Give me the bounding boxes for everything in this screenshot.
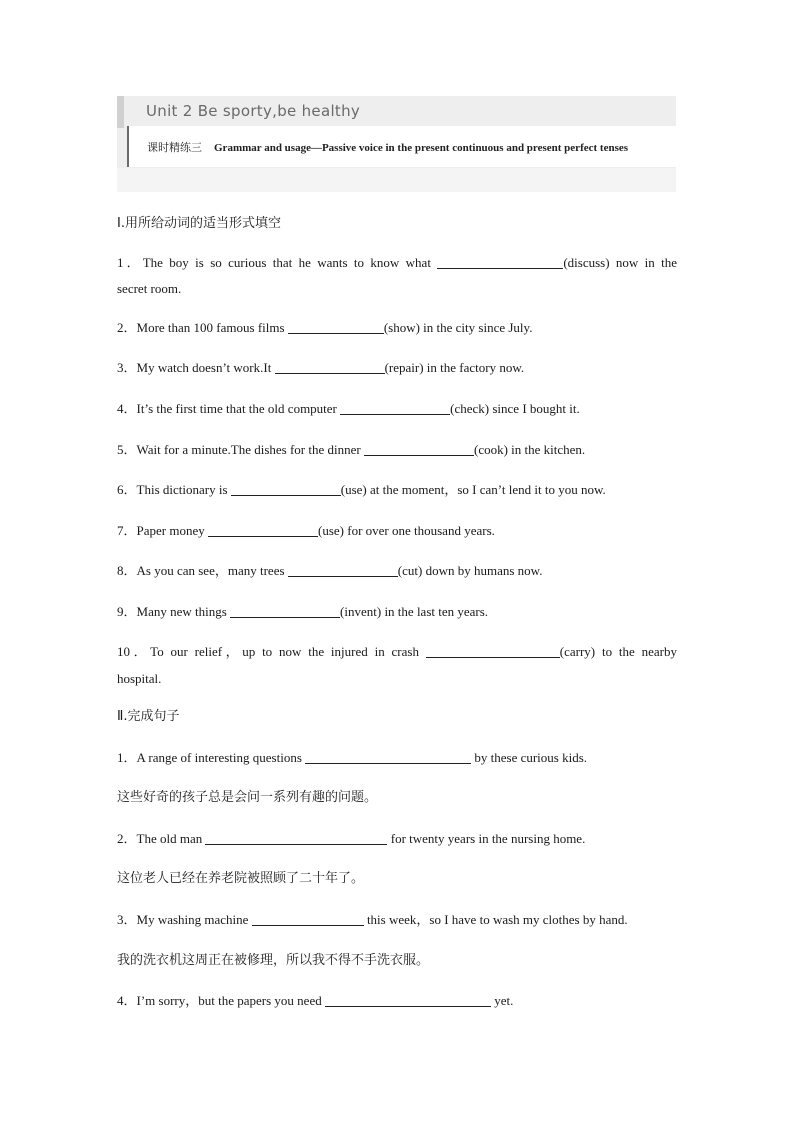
question-number: 3． bbox=[117, 912, 137, 927]
unit-title: Unit 2 Be sporty,be healthy bbox=[146, 102, 361, 120]
question-text: This dictionary is bbox=[136, 482, 228, 497]
answer-blank[interactable] bbox=[364, 441, 474, 456]
s1-q1-continued: secret room. bbox=[117, 281, 182, 296]
banner-accent-bar bbox=[117, 96, 124, 128]
verb-hint: (use) at the moment，so I can’t lend it to you now. bbox=[340, 482, 606, 497]
lesson-topic: Grammar and usage—Passive voice in the present continuous and present perfect tenses bbox=[214, 142, 629, 154]
question-number: 3． bbox=[117, 360, 137, 375]
verb-hint: (carry) to the nearby bbox=[559, 644, 677, 659]
question-text-after: by these curious kids. bbox=[474, 750, 588, 765]
answer-blank[interactable] bbox=[275, 359, 385, 374]
question-number: 2． bbox=[117, 831, 137, 846]
s1-q10 bbox=[117, 639, 677, 665]
question-text: Wait for a minute.The dishes for the dinner bbox=[136, 442, 361, 457]
s1-q6 bbox=[117, 477, 677, 503]
question-text-after: yet. bbox=[494, 993, 514, 1008]
question-text: Paper money bbox=[136, 523, 205, 538]
question-number: 7． bbox=[117, 523, 137, 538]
question-text: The boy is so curious that he wants to know what bbox=[142, 255, 431, 270]
question-number: 4． bbox=[117, 401, 137, 416]
s2-q1-translation: 这些好奇的孩子总是会问一系列有趣的问题。 bbox=[117, 790, 378, 805]
question-text-after: this week，so I have to wash my clothes by hand. bbox=[366, 912, 628, 927]
answer-blank[interactable] bbox=[426, 643, 560, 658]
question-text: Many new things bbox=[136, 604, 227, 619]
s2-q3-translation: 我的洗衣机这周正在被修理，所以我不得不手洗衣服。 bbox=[117, 953, 430, 968]
answer-blank[interactable] bbox=[437, 254, 563, 269]
answer-blank[interactable] bbox=[230, 603, 340, 618]
question-text: As you can see，many trees bbox=[136, 563, 285, 578]
answer-blank[interactable] bbox=[205, 830, 387, 845]
verb-hint: (discuss) now in the bbox=[563, 255, 677, 270]
answer-blank[interactable] bbox=[252, 911, 364, 926]
question-number: 1． bbox=[117, 750, 137, 765]
s1-q3 bbox=[117, 355, 677, 381]
question-number: 10． bbox=[117, 644, 151, 659]
question-number: 2． bbox=[117, 320, 137, 335]
banner-footer bbox=[117, 168, 676, 192]
verb-hint: (check) since I bought it. bbox=[450, 401, 580, 416]
s1-q1 bbox=[117, 250, 677, 276]
question-text: The old man bbox=[136, 831, 203, 846]
s1-q2 bbox=[117, 315, 677, 341]
question-text: My washing machine bbox=[136, 912, 249, 927]
question-number: 9． bbox=[117, 604, 137, 619]
answer-blank[interactable] bbox=[305, 749, 471, 764]
question-text: It’s the first time that the old computer bbox=[136, 401, 337, 416]
answer-blank[interactable] bbox=[340, 400, 450, 415]
s2-q2 bbox=[117, 826, 677, 852]
verb-hint: (use) for over one thousand years. bbox=[318, 523, 495, 538]
question-text: To our relief，up to now the injured in crash bbox=[150, 644, 419, 659]
s1-q9 bbox=[117, 599, 677, 625]
answer-blank[interactable] bbox=[325, 992, 491, 1007]
unit-banner bbox=[117, 96, 676, 192]
verb-hint: (cook) in the kitchen. bbox=[473, 442, 586, 457]
verb-hint: (repair) in the factory now. bbox=[384, 360, 525, 375]
question-number: 1． bbox=[117, 255, 143, 270]
s2-q4 bbox=[117, 988, 677, 1014]
answer-blank[interactable] bbox=[231, 481, 341, 496]
question-text-after: for twenty years in the nursing home. bbox=[390, 831, 586, 846]
question-number: 6． bbox=[117, 482, 137, 497]
verb-hint: (invent) in the last ten years. bbox=[340, 604, 489, 619]
question-text: A range of interesting questions bbox=[136, 750, 302, 765]
s1-q8 bbox=[117, 558, 677, 584]
section2-heading: Ⅱ.完成句子 bbox=[117, 709, 180, 724]
section1-heading: Ⅰ.用所给动词的适当形式填空 bbox=[117, 216, 281, 231]
s2-q1 bbox=[117, 745, 677, 771]
lesson-subtitle bbox=[147, 139, 628, 155]
verb-hint: (show) in the city since July. bbox=[383, 320, 533, 335]
answer-blank[interactable] bbox=[288, 562, 398, 577]
question-number: 4． bbox=[117, 993, 137, 1008]
answer-blank[interactable] bbox=[288, 319, 384, 334]
question-number: 8． bbox=[117, 563, 137, 578]
lesson-box bbox=[127, 126, 676, 167]
s1-q7 bbox=[117, 518, 677, 544]
answer-blank[interactable] bbox=[208, 522, 318, 537]
question-number: 5． bbox=[117, 442, 137, 457]
question-text: My watch doesn’t work.It bbox=[136, 360, 272, 375]
s1-q5 bbox=[117, 437, 677, 463]
s2-q3 bbox=[117, 907, 677, 933]
s1-q4 bbox=[117, 396, 677, 422]
question-text: More than 100 famous films bbox=[136, 320, 285, 335]
lesson-label: 课时精练三 bbox=[147, 141, 202, 154]
s1-q10-continued: hospital. bbox=[117, 671, 162, 686]
question-text: I’m sorry，but the papers you need bbox=[136, 993, 322, 1008]
verb-hint: (cut) down by humans now. bbox=[397, 563, 543, 578]
s2-q2-translation: 这位老人已经在养老院被照顾了二十年了。 bbox=[117, 871, 365, 886]
